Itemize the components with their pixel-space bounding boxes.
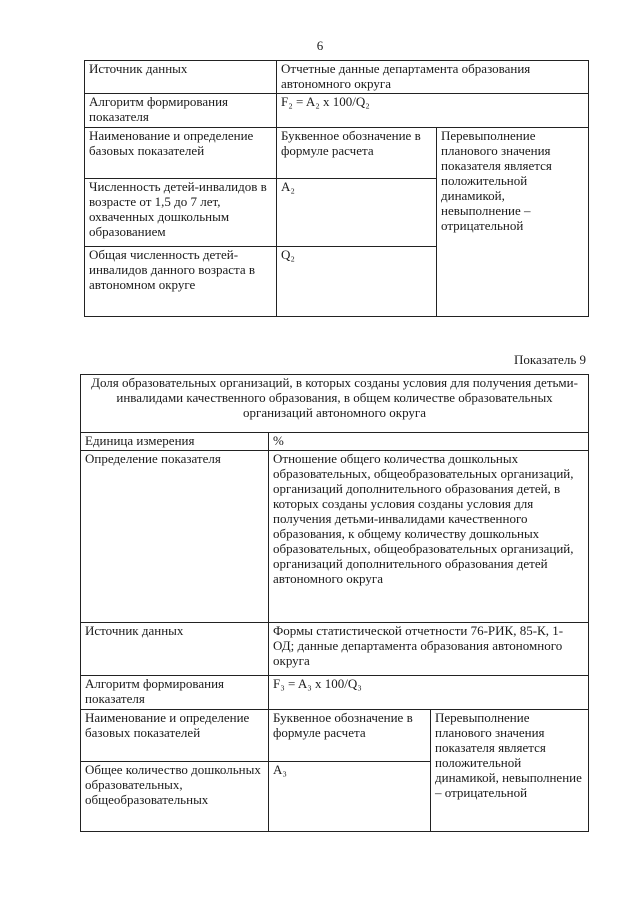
algorithm-label: Алгоритм формирования показателя	[81, 676, 269, 710]
page-number: 6	[316, 38, 324, 53]
base-indicator-symbol: Q₂	[277, 247, 437, 317]
base-indicator-name: Общее количество дошкольных образовательных, общеобразовательных	[81, 762, 269, 832]
base-indicators-label: Наименование и определение базовых показателей	[85, 128, 277, 179]
source-label: Источник данных	[85, 61, 277, 94]
definition-value: Отношение общего количества дошкольных образовательных, общеобразовательных организаций, организаций дополнительного образования детей, в которых созданы условия созданы условия для получения детьми-инвалидами качественного образования, к общему количеству дошкольных образовательных, общеобразовательных организаций, организаций дополнительного образования детей автономного округа	[269, 451, 589, 623]
indicator-label: Показатель 9	[514, 352, 586, 367]
source-value: Формы статистической отчетности 76-РИК, 85-К, 1-ОД; данные департамента образования автономного округа	[269, 623, 589, 676]
letter-designation-label: Буквенное обозначение в формуле расчета	[269, 710, 431, 762]
evaluation-text: Перевыполнение планового значения показателя является положительной динамикой, невыполнение – отрицательной	[437, 128, 589, 317]
definition-label: Определение показателя	[81, 451, 269, 623]
table-row	[85, 128, 589, 179]
table-row	[85, 94, 589, 128]
unit-value: %	[269, 433, 589, 451]
table-row	[81, 451, 589, 623]
evaluation-text: Перевыполнение планового значения показателя является положительной динамикой, невыполнение – отрицательной	[431, 710, 589, 832]
source-label: Источник данных	[81, 623, 269, 676]
table-row	[81, 710, 589, 762]
table-row	[81, 623, 589, 676]
base-indicator-name: Численность детей-инвалидов в возрасте от 1,5 до 7 лет, охваченных дошкольным образованием	[85, 179, 277, 247]
base-indicators-label: Наименование и определение базовых показателей	[81, 710, 269, 762]
base-indicator-symbol: A₂	[277, 179, 437, 247]
algorithm-formula: F₃ = A₃ x 100/Q₃	[269, 676, 589, 710]
source-value: Отчетные данные департамента образования автономного округа	[277, 61, 589, 94]
base-indicator-symbol: A₃	[269, 762, 431, 832]
letter-designation-label: Буквенное обозначение в формуле расчета	[277, 128, 437, 179]
algorithm-label: Алгоритм формирования показателя	[85, 94, 277, 128]
table-row	[81, 375, 589, 433]
unit-label: Единица измерения	[81, 433, 269, 451]
indicator-title: Доля образовательных организаций, в которых созданы условия для получения детьми-инвалидами качественного образования, в общем количестве образовательных организаций автономного округа	[81, 375, 589, 433]
indicator-9-table	[80, 374, 589, 832]
table-row	[81, 433, 589, 451]
table-row	[81, 676, 589, 710]
base-indicator-name: Общая численность детей-инвалидов данного возраста в автономном округе	[85, 247, 277, 317]
algorithm-formula: F₂ = A₂ x 100/Q₂	[277, 94, 589, 128]
indicator-8-table	[84, 60, 589, 317]
table-row	[85, 61, 589, 94]
